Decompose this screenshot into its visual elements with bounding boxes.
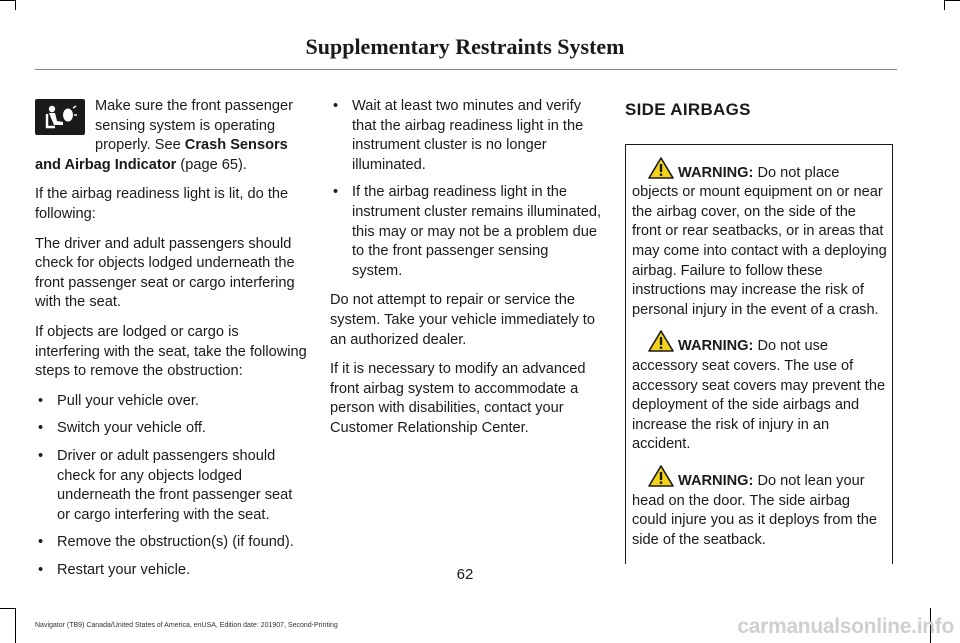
list-item: • Switch your vehicle off. [35, 419, 307, 439]
warning-lean-head [632, 465, 888, 550]
warning-triangle-icon [648, 157, 674, 179]
list-item: • Remove the obstruction(s) (if found). [35, 533, 307, 553]
page-title: Supplementary Restraints System [305, 34, 625, 59]
paragraph-modify-airbag: If it is necessary to modify an advanced front airbag system to accommodate a person with disabilities, contact your Customer Relationship Center. [330, 361, 586, 436]
warning-objects [632, 157, 888, 321]
obstruction-steps-list [35, 392, 307, 581]
list-item: • Wait at least two minutes and verify that the airbag readiness light in the instrument cluster is no longer illuminated. [330, 97, 602, 175]
crop-mark [944, 0, 960, 1]
paragraph-check-objects: The driver and adult passengers should check for objects lodged underneath the front passenger seat or cargo interfering with the seat. [35, 235, 295, 311]
warning-text: Do not lean your head on the door. The side airbag could injure you as it deploys from the side of the seatback. [632, 472, 877, 548]
warning-triangle-icon [648, 330, 674, 352]
footer-edition-text: Navigator (TB9) Canada/United States of America, enUSA, Edition date: 201907, Second-Printing [35, 622, 338, 629]
list-item: • Restart your vehicle. [35, 561, 307, 581]
warning-label: WARNING: [678, 338, 754, 355]
crop-mark [15, 608, 16, 643]
crash-sensors-link[interactable]: Crash Sensors and Airbag Indicator [35, 137, 288, 173]
warning-text: Do not place objects or mount equipment on or near the airbag cover, on the side of the front or rear seatbacks, or in areas that may come into contact with a deploying airbag. Failure to follow these instructions may increase the risk of personal injury in the event of a crash. [632, 164, 887, 318]
paragraph-do-not-repair: Do not attempt to repair or service the system. Take your vehicle immediately to an authorized dealer. [330, 292, 595, 348]
intro-page-ref: (page 65). [176, 156, 247, 173]
paragraph-readiness-light: If the airbag readiness light is lit, do the following: [35, 186, 289, 222]
middle-column [330, 97, 602, 449]
crop-mark [0, 608, 16, 609]
warning-text: Do not use accessory seat covers. The use of accessory seat covers may prevent the deployment of the side airbags and increase the risk of injury in an accident. [632, 338, 886, 453]
header-divider [35, 69, 897, 70]
watermark: carmanualsonline.info [737, 615, 954, 638]
list-item: • Driver or adult passengers should check for any objects lodged underneath the front passenger seat or cargo interfering with the seat. [35, 447, 307, 525]
warning-seat-covers [632, 330, 888, 455]
page-number: 62 [456, 566, 474, 583]
warning-label: WARNING: [678, 164, 754, 181]
passenger-airbag-icon [35, 99, 85, 135]
list-item: • Pull your vehicle over. [35, 392, 307, 412]
intro-paragraph [35, 97, 307, 175]
intro-text: Make sure the front passenger sensing system is operating properly. See [95, 98, 293, 154]
warning-label: WARNING: [678, 472, 754, 489]
crop-mark [944, 0, 945, 10]
warning-triangle-icon [648, 465, 674, 487]
right-column [625, 97, 893, 564]
warning-box [625, 144, 893, 565]
left-column [35, 97, 307, 590]
list-item: • If the airbag readiness light in the instrument cluster remains illuminated, this may or may not be a problem due to the front passenger sensing system. [330, 183, 602, 281]
crop-mark [15, 0, 16, 10]
continued-steps-list [330, 97, 602, 281]
paragraph-remove-steps: If objects are lodged or cargo is interfering with the seat, take the following steps to remove the obstruction: [35, 323, 307, 380]
crop-mark [0, 0, 16, 1]
section-heading: SIDE AIRBAGS [625, 100, 751, 119]
